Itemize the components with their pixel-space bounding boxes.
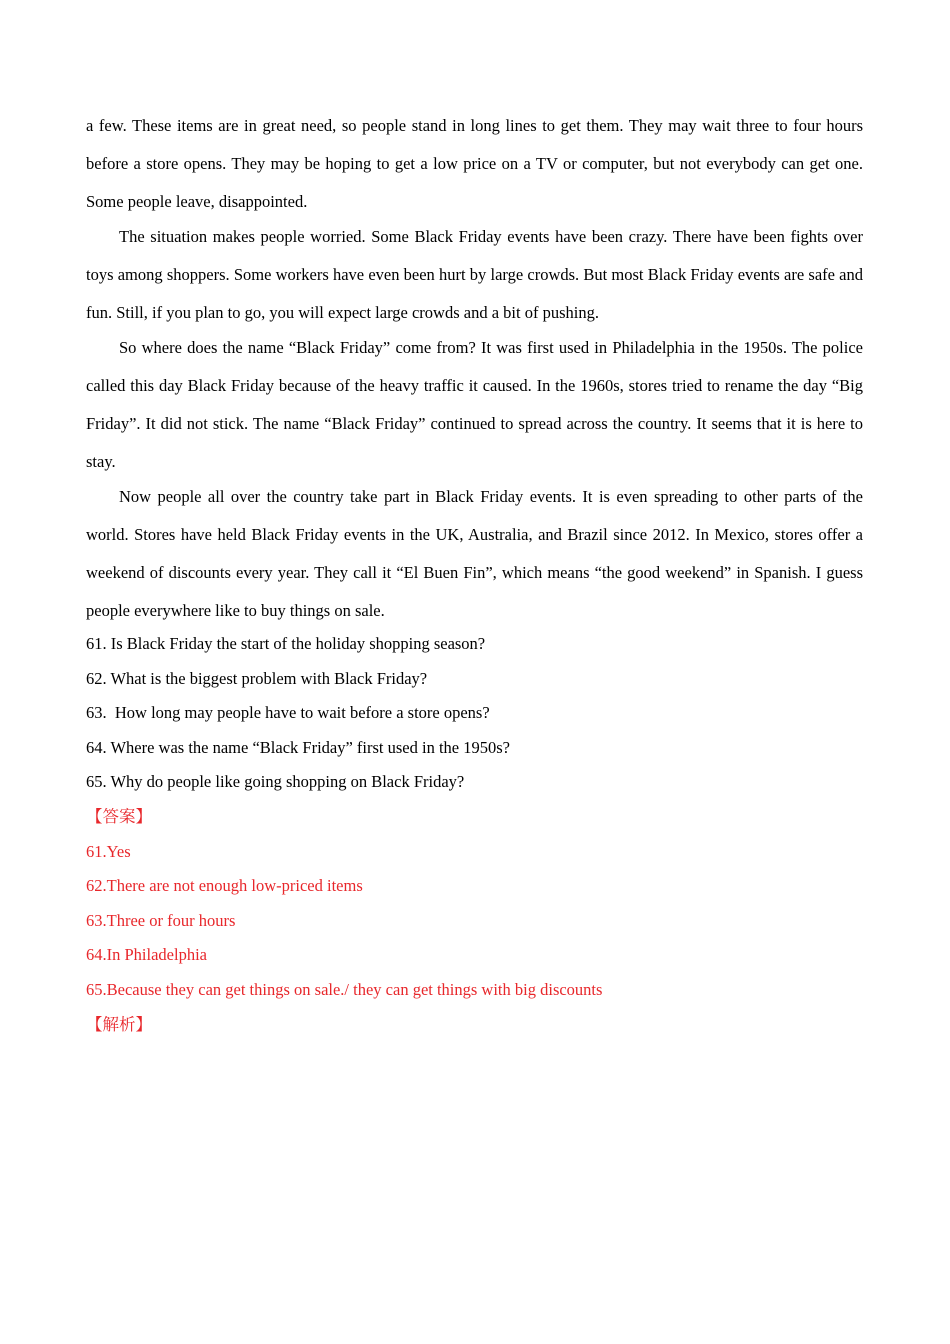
question-65: 65. Why do people like going shopping on Black Friday?: [86, 772, 465, 792]
question-62: 62. What is the biggest problem with Black Friday?: [86, 668, 428, 688]
question-64: 64. Where was the name “Black Friday” first used in the 1950s?: [86, 737, 510, 757]
passage-paragraph-1: a few. These items are in great need, so people stand in long lines to get them. They may wait three to four hours before a store opens. They may be hoping to get a low price on a TV or computer, but not everybody can get one. Some people leave, disappointed.: [86, 116, 863, 211]
answer-61: 61.Yes: [86, 841, 131, 861]
answer-64: 64.In Philadelphia: [86, 945, 207, 965]
passage-paragraph-3: So where does the name “Black Friday” come from? It was first used in Philadelphia in the 1950s. The police called this day Black Friday because of the heavy traffic it caused. In the 1960s, stores tried to rename the day “Big Friday”. It did not stick. The name “Black Friday” continued to spread across the country. It seems that it is here to stay.: [86, 338, 863, 471]
passage-paragraph-4: Now people all over the country take part in Black Friday events. It is even spreading to other parts of the world. Stores have held Black Friday events in the UK, Australia, and Brazil since 2012. In Mexico, stores offer a weekend of discounts every year. They call it “El Buen Fin”, which means “the good weekend” in Spanish. I guess people everywhere like to buy things on sale.: [86, 487, 863, 620]
passage-paragraph-2: The situation makes people worried. Some Black Friday events have been crazy. There have been fights over toys among shoppers. Some workers have even been hurt by large crowds. But most Black Friday events are safe and fun. Still, if you plan to go, you will expect large crowds and a bit of pushing.: [86, 227, 863, 322]
answer-heading: 【答案】: [86, 806, 152, 826]
reading-passage: [86, 107, 863, 627]
questions-and-answers: [86, 627, 863, 1042]
analysis-heading: 【解析】: [86, 1014, 152, 1034]
answer-65: 65.Because they can get things on sale./ they can get things with big discounts: [86, 979, 603, 999]
question-61: 61. Is Black Friday the start of the holiday shopping season?: [86, 634, 486, 653]
question-63: 63. How long may people have to wait before a store opens?: [86, 703, 490, 723]
answer-63: 63.Three or four hours: [86, 910, 236, 930]
answer-62: 62.There are not enough low-priced items: [86, 876, 363, 896]
